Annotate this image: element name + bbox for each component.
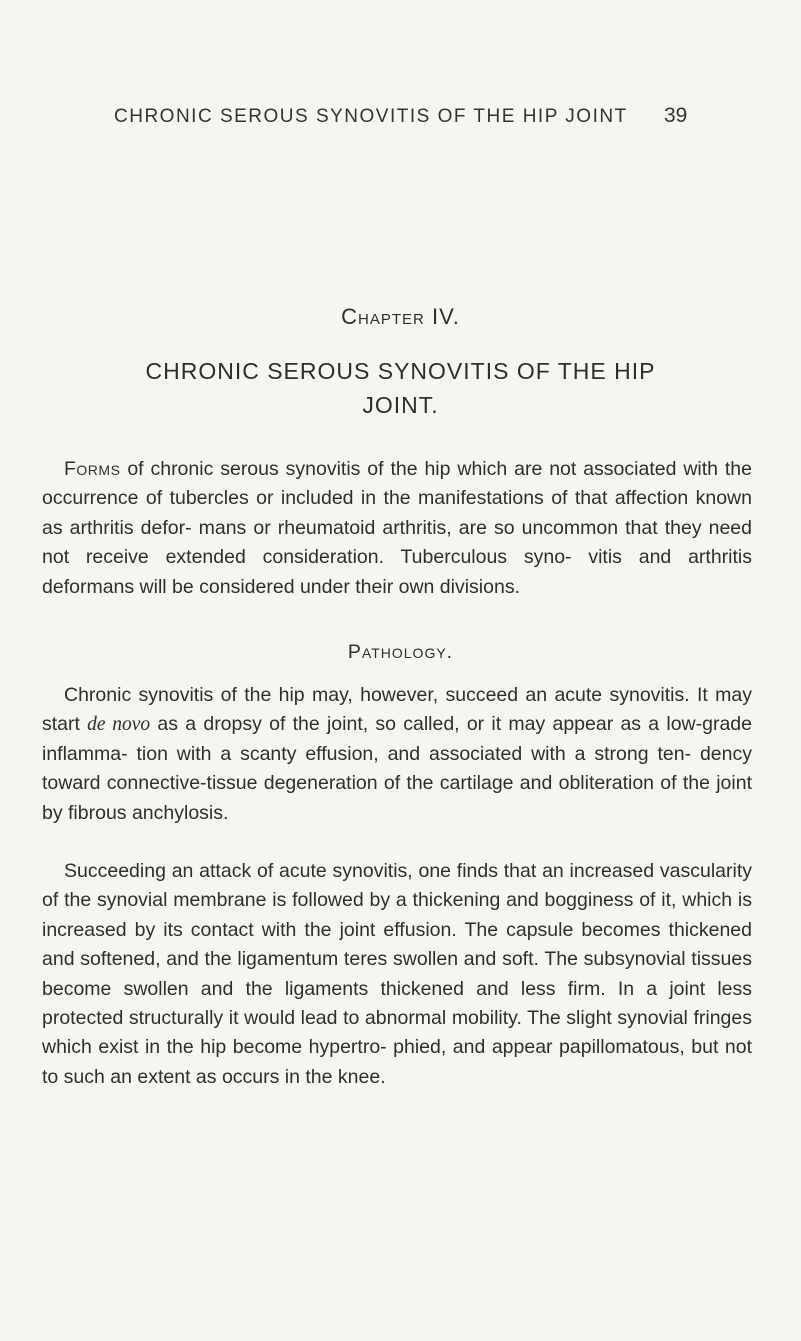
pathology-p1-after: as a dropsy of the joint, so called, or it may appear as a low-grade inflamma- tion with a scanty effusion, and associated with a strong ten- dency toward connective-tissue degeneration of the cartilage and obliteration of the joint by fibrous anchylosis. (42, 713, 752, 824)
pathology-p1-italic: de novo (87, 714, 151, 736)
running-head: CHRONIC SEROUS SYNOVITIS OF THE HIP JOINT (114, 106, 628, 127)
pathology-paragraph-2: Succeeding an attack of acute synovitis, one finds that an increased vascularity of the synovial membrane is followed by a thickening and bogginess of it, which is increased by its contact with the joint effusion. The capsule becomes thickened and softened, and the ligamentum teres swollen and soft. The subsynovial tissues become swollen and the ligaments thickened and less firm. In a joint less protected structurally it would lead to abnormal mobility. The slight synovial fringes which exist in the hip become hypertro- phied, and appear papillomatous, but not to such an extent as occurs in the knee. (42, 860, 752, 1088)
page-number: 39 (664, 104, 688, 127)
pathology-p1-before: Chronic synovitis of the hip may, however, succeed an acute synovitis. It may start (42, 684, 752, 736)
chapter-title: CHRONIC SEROUS SYNOVITIS OF THE HIP JOINT. (145, 358, 656, 418)
intro-lead-word: Forms (64, 458, 121, 480)
section-heading-pathology: Pathology. (347, 641, 454, 663)
intro-text: of chronic serous synovitis of the hip which are not associated with the occurrence of tubercles or included in the manifestations of that affection known as arthritis defor- mans or rheumatoid arthritis, are so uncommon that they need not receive extended consideration. Tuberculous syno- vitis and arthritis deformans will be considered under their own divisions. (42, 458, 752, 598)
intro-paragraph (42, 455, 752, 602)
pathology-paragraph-1 (42, 681, 752, 828)
chapter-label: Chapter IV. (341, 304, 460, 329)
